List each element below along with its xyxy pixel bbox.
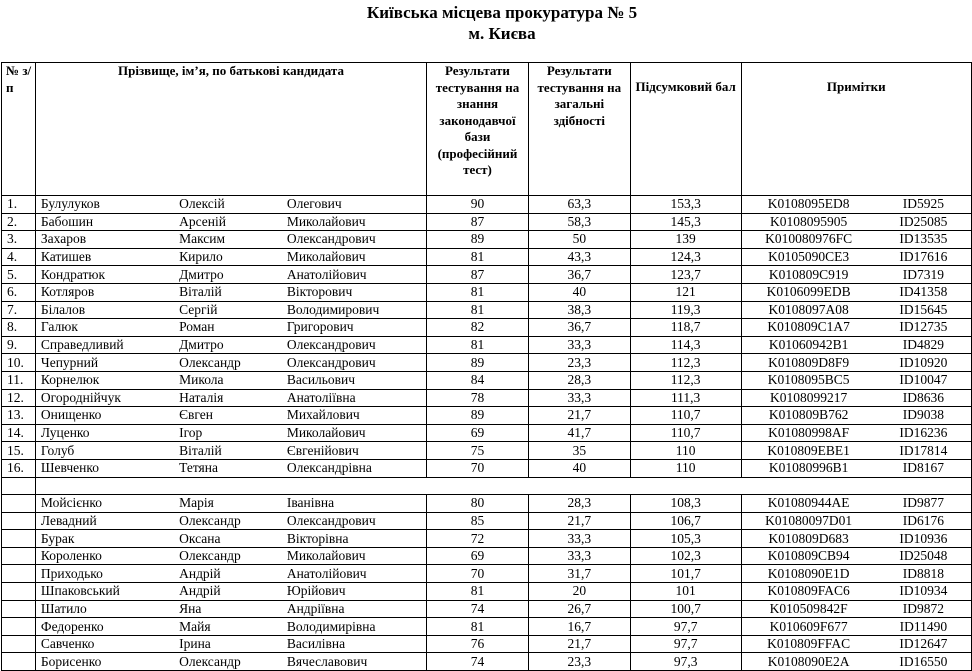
candidate-code: K010809CB94 <box>741 547 876 565</box>
candidate-id: ID16236 <box>876 424 972 442</box>
header-professional-test: Результати тестування на знання законодавчої бази (професійний тест) <box>427 63 529 196</box>
surname-cell: Шпаковський <box>35 583 174 601</box>
patronymic-cell: Олегович <box>282 196 427 214</box>
surname-cell: Приходько <box>35 565 174 583</box>
professional-test-score: 69 <box>427 424 529 442</box>
first-name-cell: Наталія <box>174 389 282 407</box>
reserve-table-row <box>2 583 972 601</box>
general-test-score: 21,7 <box>528 407 630 425</box>
row-number: 7. <box>2 301 36 319</box>
candidate-code: K01060942B1 <box>741 336 876 354</box>
general-test-score: 43,3 <box>528 248 630 266</box>
reserve-table-row <box>2 565 972 583</box>
first-name-cell: Роман <box>174 319 282 337</box>
professional-test-score: 78 <box>427 389 529 407</box>
main-rows <box>2 196 972 671</box>
row-number: 3. <box>2 231 36 249</box>
candidate-id: ID8818 <box>876 565 972 583</box>
professional-test-score: 69 <box>427 547 529 565</box>
patronymic-cell: Анатолійович <box>282 266 427 284</box>
total-score: 110 <box>630 442 741 460</box>
general-test-score: 20 <box>528 583 630 601</box>
patronymic-cell: Олександрович <box>282 512 427 530</box>
candidate-code: K01080097D01 <box>741 512 876 530</box>
table-row <box>2 319 972 337</box>
first-name-cell: Ігор <box>174 424 282 442</box>
candidate-id: ID10920 <box>876 354 972 372</box>
total-score: 108,3 <box>630 495 741 513</box>
patronymic-cell: Володимирович <box>282 301 427 319</box>
row-number: 4. <box>2 248 36 266</box>
patronymic-cell: Олександрович <box>282 231 427 249</box>
candidate-id: ID9877 <box>876 495 972 513</box>
row-number: 9. <box>2 336 36 354</box>
candidate-code: K0108095BC5 <box>741 371 876 389</box>
patronymic-cell: Андріївна <box>282 600 427 618</box>
professional-test-score: 81 <box>427 248 529 266</box>
candidate-code: K010809D8F9 <box>741 354 876 372</box>
professional-test-score: 72 <box>427 530 529 548</box>
surname-cell: Онищенко <box>35 407 174 425</box>
candidate-id: ID25048 <box>876 547 972 565</box>
professional-test-score: 84 <box>427 371 529 389</box>
first-name-cell: Андрій <box>174 565 282 583</box>
first-name-cell: Ірина <box>174 635 282 653</box>
patronymic-cell: Михайлович <box>282 407 427 425</box>
surname-cell: Чепурний <box>35 354 174 372</box>
total-score: 124,3 <box>630 248 741 266</box>
header-total-score: Підсумковий бал <box>630 63 741 196</box>
candidate-code: K0106099EDB <box>741 283 876 301</box>
candidate-id: ID10047 <box>876 371 972 389</box>
total-score: 145,3 <box>630 213 741 231</box>
surname-cell: Котляров <box>35 283 174 301</box>
patronymic-cell: Євгенійович <box>282 442 427 460</box>
results-table <box>1 62 972 671</box>
page-title: Київська місцева прокуратура № 5 <box>366 3 638 22</box>
professional-test-score: 87 <box>427 213 529 231</box>
surname-cell: Білалов <box>35 301 174 319</box>
first-name-cell: Олександр <box>174 354 282 372</box>
professional-test-score: 85 <box>427 512 529 530</box>
professional-test-score: 75 <box>427 442 529 460</box>
surname-cell: Захаров <box>35 231 174 249</box>
first-name-cell: Андрій <box>174 583 282 601</box>
row-number <box>2 583 36 601</box>
row-number <box>2 530 36 548</box>
general-test-score: 33,3 <box>528 389 630 407</box>
total-score: 105,3 <box>630 530 741 548</box>
patronymic-cell: Григорович <box>282 319 427 337</box>
row-number: 14. <box>2 424 36 442</box>
general-test-score: 21,7 <box>528 512 630 530</box>
candidate-id: ID15645 <box>876 301 972 319</box>
candidate-id: ID4829 <box>876 336 972 354</box>
first-name-cell: Віталій <box>174 283 282 301</box>
candidate-code: K0108097A08 <box>741 301 876 319</box>
general-test-score: 38,3 <box>528 301 630 319</box>
general-test-score: 33,3 <box>528 336 630 354</box>
candidate-code: K01080998AF <box>741 424 876 442</box>
candidate-code: K010809C919 <box>741 266 876 284</box>
total-score: 102,3 <box>630 547 741 565</box>
surname-cell: Огороднійчук <box>35 389 174 407</box>
general-test-score: 33,3 <box>528 547 630 565</box>
professional-test-score: 81 <box>427 618 529 636</box>
candidate-id: ID25085 <box>876 213 972 231</box>
total-score: 153,3 <box>630 196 741 214</box>
professional-test-score: 74 <box>427 600 529 618</box>
reserve-table-row <box>2 600 972 618</box>
first-name-cell: Майя <box>174 618 282 636</box>
candidate-code: K0108095905 <box>741 213 876 231</box>
candidate-code: K0108095ED8 <box>741 196 876 214</box>
candidate-code: K0108090E1D <box>741 565 876 583</box>
general-test-score: 40 <box>528 283 630 301</box>
table-row <box>2 301 972 319</box>
first-name-cell: Сергій <box>174 301 282 319</box>
surname-cell: Кондратюк <box>35 266 174 284</box>
reserve-table-row <box>2 530 972 548</box>
candidate-code: K01080996B1 <box>741 459 876 477</box>
table-row <box>2 407 972 425</box>
surname-cell: Шевченко <box>35 459 174 477</box>
row-number <box>2 635 36 653</box>
patronymic-cell: Васильович <box>282 371 427 389</box>
total-score: 118,7 <box>630 319 741 337</box>
header-candidate-name: Прізвище, ім’я, по батькові кандидата <box>35 63 426 196</box>
professional-test-score: 81 <box>427 283 529 301</box>
general-test-score: 33,3 <box>528 530 630 548</box>
first-name-cell: Олексій <box>174 196 282 214</box>
patronymic-cell: Миколайович <box>282 547 427 565</box>
general-test-score: 63,3 <box>528 196 630 214</box>
total-score: 97,3 <box>630 653 741 671</box>
table-header-row <box>2 63 972 196</box>
surname-cell: Луценко <box>35 424 174 442</box>
candidate-code: K010809FFAC <box>741 635 876 653</box>
first-name-cell: Дмитро <box>174 336 282 354</box>
row-number: 13. <box>2 407 36 425</box>
first-name-cell: Олександр <box>174 653 282 671</box>
candidate-id: ID13535 <box>876 231 972 249</box>
candidate-id: ID41358 <box>876 283 972 301</box>
table-row <box>2 231 972 249</box>
surname-cell: Катишев <box>35 248 174 266</box>
first-name-cell: Марія <box>174 495 282 513</box>
patronymic-cell: Вікторович <box>282 283 427 301</box>
header-notes: Примітки <box>741 63 971 196</box>
candidate-id: ID16550 <box>876 653 972 671</box>
candidate-id: ID12647 <box>876 635 972 653</box>
row-number: 12. <box>2 389 36 407</box>
professional-test-score: 89 <box>427 407 529 425</box>
candidate-code: K010809D683 <box>741 530 876 548</box>
table-row <box>2 371 972 389</box>
row-number: 5. <box>2 266 36 284</box>
total-score: 114,3 <box>630 336 741 354</box>
surname-cell: Голуб <box>35 442 174 460</box>
row-number <box>2 547 36 565</box>
patronymic-cell: Анатоліївна <box>282 389 427 407</box>
professional-test-score: 89 <box>427 231 529 249</box>
reserve-table-row <box>2 653 972 671</box>
first-name-cell: Максим <box>174 231 282 249</box>
candidate-id: ID8636 <box>876 389 972 407</box>
total-score: 112,3 <box>630 354 741 372</box>
general-test-score: 16,7 <box>528 618 630 636</box>
total-score: 112,3 <box>630 371 741 389</box>
general-test-score: 23,3 <box>528 354 630 372</box>
first-name-cell: Арсеній <box>174 213 282 231</box>
candidate-id: ID10934 <box>876 583 972 601</box>
surname-cell: Булулуков <box>35 196 174 214</box>
table-row <box>2 213 972 231</box>
table-row <box>2 196 972 214</box>
professional-test-score: 70 <box>427 565 529 583</box>
professional-test-score: 90 <box>427 196 529 214</box>
total-score: 97,7 <box>630 618 741 636</box>
patronymic-cell: Олександрович <box>282 336 427 354</box>
table-row <box>2 266 972 284</box>
candidate-code: K01080944AE <box>741 495 876 513</box>
row-number <box>2 653 36 671</box>
candidate-id: ID12735 <box>876 319 972 337</box>
patronymic-cell: Миколайович <box>282 424 427 442</box>
candidate-code: K010809C1A7 <box>741 319 876 337</box>
candidate-code: K010809B762 <box>741 407 876 425</box>
general-test-score: 58,3 <box>528 213 630 231</box>
total-score: 110,7 <box>630 407 741 425</box>
row-number: 11. <box>2 371 36 389</box>
row-number: 10. <box>2 354 36 372</box>
table-row <box>2 354 972 372</box>
professional-test-score: 89 <box>427 354 529 372</box>
table-row <box>2 336 972 354</box>
surname-cell: Бурак <box>35 530 174 548</box>
first-name-cell: Дмитро <box>174 266 282 284</box>
separator-cell <box>35 477 971 495</box>
general-test-score: 28,3 <box>528 495 630 513</box>
patronymic-cell: Олександрівна <box>282 459 427 477</box>
patronymic-cell: Олександрович <box>282 354 427 372</box>
general-test-score: 35 <box>528 442 630 460</box>
header-number: № з/п <box>2 63 36 196</box>
reserve-table-row <box>2 495 972 513</box>
reserve-table-row <box>2 512 972 530</box>
candidate-code: K010809EBE1 <box>741 442 876 460</box>
row-number <box>2 512 36 530</box>
row-number <box>2 565 36 583</box>
professional-test-score: 81 <box>427 301 529 319</box>
row-number: 6. <box>2 283 36 301</box>
total-score: 121 <box>630 283 741 301</box>
table-row <box>2 442 972 460</box>
candidate-id: ID11490 <box>876 618 972 636</box>
total-score: 101,7 <box>630 565 741 583</box>
total-score: 97,7 <box>630 635 741 653</box>
candidate-id: ID17814 <box>876 442 972 460</box>
candidate-id: ID10936 <box>876 530 972 548</box>
professional-test-score: 87 <box>427 266 529 284</box>
professional-test-score: 81 <box>427 336 529 354</box>
candidate-code: K010609F677 <box>741 618 876 636</box>
patronymic-cell: Володимирівна <box>282 618 427 636</box>
first-name-cell: Віталій <box>174 442 282 460</box>
professional-test-score: 74 <box>427 653 529 671</box>
professional-test-score: 80 <box>427 495 529 513</box>
patronymic-cell: Миколайович <box>282 248 427 266</box>
candidate-id: ID7319 <box>876 266 972 284</box>
surname-cell: Короленко <box>35 547 174 565</box>
row-number: 16. <box>2 459 36 477</box>
surname-cell: Левадний <box>35 512 174 530</box>
candidate-id: ID9872 <box>876 600 972 618</box>
general-test-score: 41,7 <box>528 424 630 442</box>
patronymic-cell: Анатолійович <box>282 565 427 583</box>
professional-test-score: 76 <box>427 635 529 653</box>
surname-cell: Шатило <box>35 600 174 618</box>
candidate-id: ID8167 <box>876 459 972 477</box>
surname-cell: Бабошин <box>35 213 174 231</box>
general-test-score: 31,7 <box>528 565 630 583</box>
first-name-cell: Оксана <box>174 530 282 548</box>
table-row <box>2 424 972 442</box>
surname-cell: Мойсієнко <box>35 495 174 513</box>
candidate-id: ID17616 <box>876 248 972 266</box>
reserve-table-row <box>2 635 972 653</box>
candidate-code: K0108090E2A <box>741 653 876 671</box>
surname-cell: Федоренко <box>35 618 174 636</box>
professional-test-score: 70 <box>427 459 529 477</box>
total-score: 110,7 <box>630 424 741 442</box>
table-row <box>2 389 972 407</box>
first-name-cell: Олександр <box>174 547 282 565</box>
total-score: 123,7 <box>630 266 741 284</box>
total-score: 111,3 <box>630 389 741 407</box>
total-score: 139 <box>630 231 741 249</box>
row-number <box>2 495 36 513</box>
general-test-score: 21,7 <box>528 635 630 653</box>
row-number: 8. <box>2 319 36 337</box>
total-score: 119,3 <box>630 301 741 319</box>
surname-cell: Корнелюк <box>35 371 174 389</box>
page-subtitle: м. Києва <box>468 24 536 43</box>
header-general-abilities-test: Результати тестування на загальні здібності <box>528 63 630 196</box>
total-score: 110 <box>630 459 741 477</box>
candidate-id: ID6176 <box>876 512 972 530</box>
total-score: 101 <box>630 583 741 601</box>
patronymic-cell: Вікторівна <box>282 530 427 548</box>
general-test-score: 36,7 <box>528 319 630 337</box>
professional-test-score: 82 <box>427 319 529 337</box>
table-row <box>2 459 972 477</box>
row-number: 2. <box>2 213 36 231</box>
patronymic-cell: Миколайович <box>282 213 427 231</box>
surname-cell: Борисенко <box>35 653 174 671</box>
table-row <box>2 283 972 301</box>
general-test-score: 23,3 <box>528 653 630 671</box>
separator-cell <box>2 477 36 495</box>
candidate-code: K010809FAC6 <box>741 583 876 601</box>
row-number: 1. <box>2 196 36 214</box>
row-number: 15. <box>2 442 36 460</box>
reserve-table-row <box>2 547 972 565</box>
surname-cell: Савченко <box>35 635 174 653</box>
candidate-code: K010509842F <box>741 600 876 618</box>
general-test-score: 36,7 <box>528 266 630 284</box>
surname-cell: Справедливий <box>35 336 174 354</box>
candidate-code: K0105090CE3 <box>741 248 876 266</box>
first-name-cell: Кирило <box>174 248 282 266</box>
candidate-code: K010080976FC <box>741 231 876 249</box>
row-number <box>2 618 36 636</box>
patronymic-cell: Василівна <box>282 635 427 653</box>
patronymic-cell: Іванівна <box>282 495 427 513</box>
first-name-cell: Микола <box>174 371 282 389</box>
surname-cell: Галюк <box>35 319 174 337</box>
separator-row <box>2 477 972 495</box>
candidate-code: K0108099217 <box>741 389 876 407</box>
general-test-score: 28,3 <box>528 371 630 389</box>
professional-test-score: 81 <box>427 583 529 601</box>
first-name-cell: Яна <box>174 600 282 618</box>
table-row <box>2 248 972 266</box>
patronymic-cell: Вячеславович <box>282 653 427 671</box>
first-name-cell: Євген <box>174 407 282 425</box>
patronymic-cell: Юрійович <box>282 583 427 601</box>
candidate-id: ID9038 <box>876 407 972 425</box>
first-name-cell: Олександр <box>174 512 282 530</box>
total-score: 106,7 <box>630 512 741 530</box>
row-number <box>2 600 36 618</box>
general-test-score: 50 <box>528 231 630 249</box>
general-test-score: 40 <box>528 459 630 477</box>
general-test-score: 26,7 <box>528 600 630 618</box>
candidate-id: ID5925 <box>876 196 972 214</box>
reserve-table-row <box>2 618 972 636</box>
total-score: 100,7 <box>630 600 741 618</box>
first-name-cell: Тетяна <box>174 459 282 477</box>
